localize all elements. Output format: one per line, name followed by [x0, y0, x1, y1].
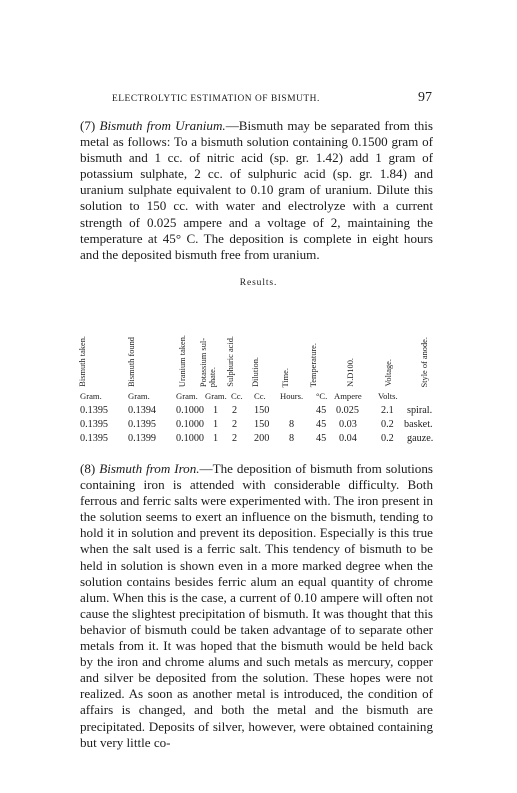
table-cell: 150: [254, 419, 270, 430]
table-cell: 0.1395: [80, 419, 109, 430]
unit-cell: Gram.: [128, 391, 150, 401]
col-uranium-taken: Uranium taken.: [178, 334, 187, 387]
results-column-headers: [0, 297, 517, 387]
col-voltage: Voltage.: [384, 359, 393, 387]
table-cell: 1: [213, 433, 219, 444]
table-cell: 45: [316, 433, 327, 444]
results-units-row: [0, 391, 517, 405]
table-cell: spiral.: [407, 405, 433, 416]
unit-cell: °C.: [316, 391, 328, 401]
table-cell: 0.025: [336, 405, 359, 416]
table-cell: 2: [232, 419, 238, 430]
col-sulphuric-acid: Sulphuric acid.: [226, 336, 235, 387]
table-cell: 0.2: [381, 419, 394, 430]
col-potassium-sulphate-1: Potassium sul-: [199, 337, 208, 387]
table-cell: 0.1000: [176, 405, 205, 416]
page-number: 97: [418, 90, 432, 105]
table-cell: gauze.: [407, 433, 434, 444]
col-bismuth-taken: Bismuth taken.: [78, 336, 87, 387]
unit-cell: Ampere: [334, 391, 362, 401]
table-cell: 45: [316, 419, 327, 430]
table-cell: 0.04: [339, 433, 357, 444]
section-8-heading: Bismuth from Iron.: [99, 461, 200, 476]
table-cell: 0.1394: [128, 405, 157, 416]
table-row: [0, 419, 517, 433]
col-time: Time.: [281, 367, 290, 387]
table-cell: basket.: [404, 419, 433, 430]
results-title: Results.: [239, 278, 278, 288]
unit-cell: Gram.: [176, 391, 198, 401]
table-cell: 45: [316, 405, 327, 416]
table-cell: 0.1000: [176, 419, 205, 430]
section-7-number: (7): [80, 118, 96, 133]
running-head: ELECTROLYTIC ESTIMATION OF BISMUTH.: [112, 94, 320, 104]
table-row: [0, 433, 517, 447]
table-cell: 0.03: [339, 419, 357, 430]
section-8-number: (8): [80, 461, 96, 476]
table-cell: 8: [289, 419, 295, 430]
table-row: [0, 405, 517, 419]
table-cell: 0.1395: [80, 433, 109, 444]
unit-cell: Cc.: [231, 391, 243, 401]
table-cell: 0.1000: [176, 433, 205, 444]
table-cell: 1: [213, 405, 219, 416]
table-cell: 0.1395: [80, 405, 109, 416]
col-dilution: Dilution.: [251, 356, 260, 387]
section-7-paragraph: [80, 118, 433, 263]
section-7-heading: Bismuth from Uranium.: [99, 118, 226, 133]
table-cell: 2: [232, 433, 238, 444]
table-cell: 1: [213, 419, 219, 430]
table-cell: 0.1395: [128, 419, 157, 430]
col-potassium-sulphate-2: phate.: [208, 366, 217, 387]
unit-cell: Volts.: [378, 391, 398, 401]
table-cell: 2: [232, 405, 238, 416]
page-header: [80, 90, 432, 110]
unit-cell: Gram.: [205, 391, 227, 401]
col-style-of-anode: Style of anode.: [420, 336, 429, 387]
table-cell: 0.1399: [128, 433, 157, 444]
unit-cell: Cc.: [254, 391, 266, 401]
table-cell: 2.1: [381, 405, 394, 416]
table-cell: 200: [254, 433, 270, 444]
table-cell: 0.2: [381, 433, 394, 444]
section-7-text: —Bismuth may be separated from this metal as follows: To a bismuth solution containing 0.1500 gram of bismuth and 1 cc. of nitric acid (sp. gr. 1.42) add 1 gram of potassium sulphate, 2 cc. of sulphuric acid (sp. gr. 1.84) and uranium sulphate equivalent to 0.10 gram of uranium. Dilute this solution to 150 cc. with water and electrolyze with a current strength of 0.025 ampere and a voltage of 2, maintaining the temperature at 45° C. The deposition is complete in eight hours and the deposited bismuth free from uranium.: [80, 118, 433, 262]
table-cell: 8: [289, 433, 295, 444]
col-temperature: Temperature.: [309, 342, 318, 387]
unit-cell: Hours.: [280, 391, 304, 401]
col-bismuth-found: Bismuth found: [127, 336, 136, 387]
section-8-text: —The deposition of bismuth from solutions containing iron is attended with considerable difficulty. Both ferrous and ferric salts were experimented with. The iron present in the solution seems to exert an influence on the bismuth, tending to hold it in solution and prevent its deposition. Especially is this true when the salt used is a ferric salt. This tendency of bismuth to be held in solution is shown even in a more marked degree when the solution contains besides ferric alum an equal quantity of chrome alum. When this is the case, a current of 0.10 ampere will often not cause the slightest precipitation of bismuth. It was thought that this behavior of bismuth could be taken advantage of to separate other metals from it. It was hoped that the bismuth would be held back by the iron and chrome alums and such metals as mercury, copper and silver be deposited from the solution. These hopes were not realized. As soon as another metal is introduced, the condition of affairs is changed, and both the metal and the bismuth are precipitated. Deposits of silver, however, were obtained containing but very little co-: [80, 461, 433, 750]
table-cell: 150: [254, 405, 270, 416]
col-nd100: N.D100.: [346, 358, 355, 387]
unit-cell: Gram.: [80, 391, 102, 401]
section-8-paragraph: [80, 461, 433, 751]
